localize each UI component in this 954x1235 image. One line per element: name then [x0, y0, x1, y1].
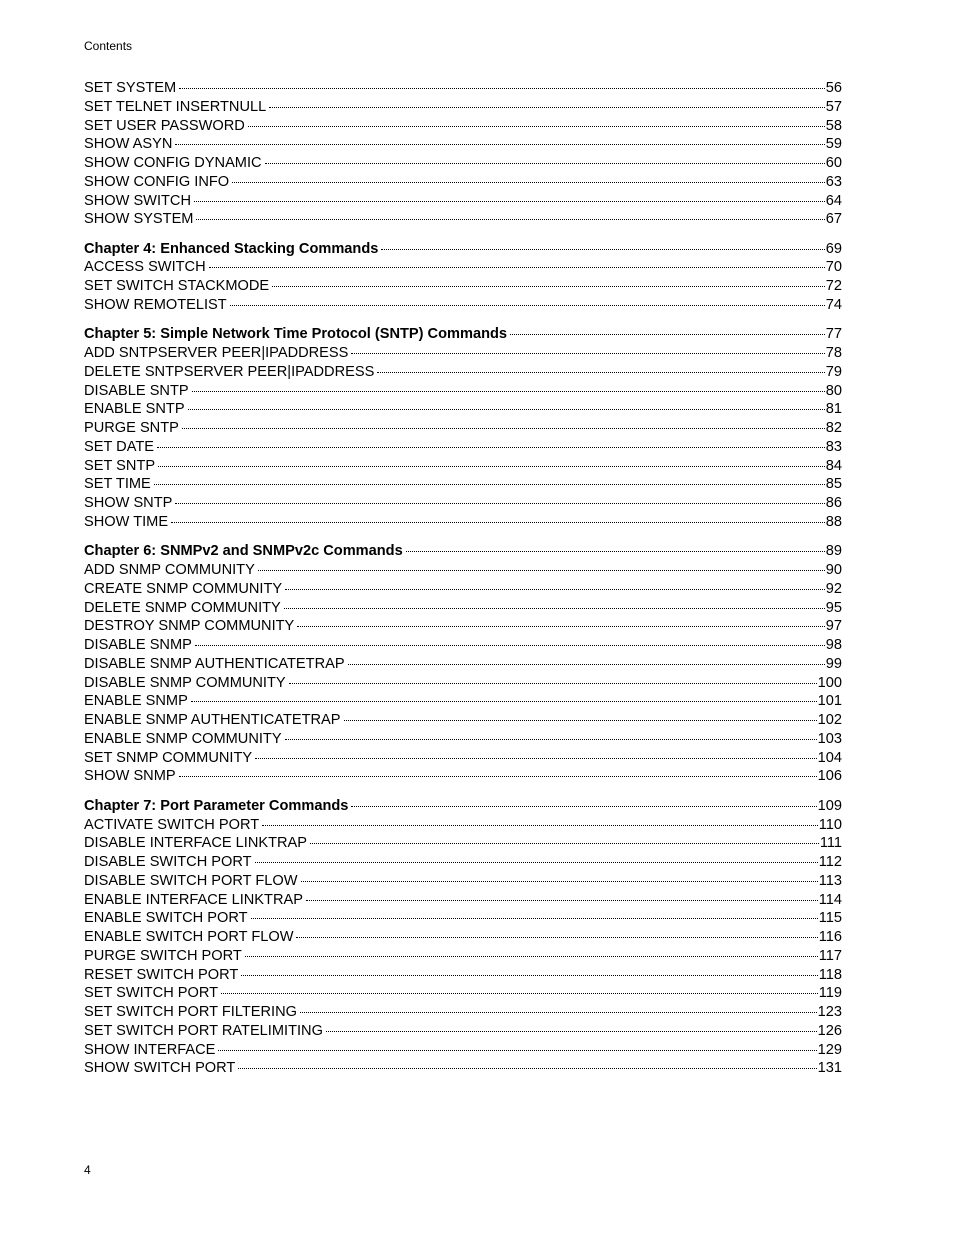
dot-leader	[265, 163, 825, 164]
entry-title: DISABLE SWITCH PORT	[84, 854, 252, 870]
entry-title: SET SYSTEM	[84, 80, 177, 96]
entry-title: SET USER PASSWORD	[84, 117, 245, 134]
dot-leader	[272, 286, 825, 287]
entry-page-number: 60	[825, 155, 842, 171]
entry-title: SET DATE	[84, 438, 155, 455]
entry-title: DISABLE SNMP AUTHENTICATETRAP	[84, 655, 345, 672]
toc-entry[interactable]	[84, 296, 842, 315]
dot-leader	[175, 144, 824, 145]
dot-leader	[510, 334, 825, 335]
entry-title: PURGE SWITCH PORT	[84, 947, 242, 964]
entry-page-number: 113	[818, 872, 842, 889]
entry-page-number: 83	[825, 438, 842, 455]
entry-page-number: 104	[817, 749, 842, 766]
dot-leader	[289, 683, 817, 684]
dot-leader	[255, 758, 817, 759]
entry-page-number: 131	[817, 1060, 842, 1077]
entry-title: ACCESS SWITCH	[84, 259, 206, 276]
toc-chapter-heading[interactable]	[84, 542, 842, 561]
toc-entry[interactable]	[84, 258, 842, 277]
toc-section	[84, 79, 842, 229]
entry-title: SHOW CONFIG DYNAMIC	[84, 155, 262, 171]
entry-page-number: 80	[825, 382, 842, 399]
entry-page-number: 98	[825, 637, 842, 654]
entry-title: DESTROY SNMP COMMUNITY	[84, 618, 295, 635]
entry-page-number: 129	[817, 1041, 842, 1058]
toc-section	[84, 240, 842, 315]
entry-title: ENABLE SNMP	[84, 693, 188, 710]
dot-leader	[158, 466, 825, 467]
dot-leader	[171, 522, 825, 523]
dot-leader	[284, 608, 825, 609]
dot-leader	[196, 219, 824, 220]
entry-title: DELETE SNMP COMMUNITY	[84, 599, 281, 616]
entry-page-number: 79	[825, 363, 842, 380]
dot-leader	[195, 645, 825, 646]
dot-leader	[406, 551, 825, 552]
entry-title: SHOW INTERFACE	[84, 1041, 216, 1058]
entry-title: ENABLE SNTP	[84, 401, 185, 418]
toc-entry[interactable]	[84, 344, 842, 363]
running-header: Contents	[84, 39, 133, 53]
toc-entry[interactable]	[84, 891, 842, 910]
entry-title: ADD SNTPSERVER PEER|IPADDRESS	[84, 345, 349, 362]
toc-entry[interactable]	[84, 475, 842, 494]
dot-leader	[241, 975, 817, 976]
entry-page-number: 63	[825, 173, 842, 190]
chapter-title: Chapter 5: Simple Network Time Protocol (SNTP) Commands	[84, 326, 508, 343]
entry-title: ENABLE SNMP AUTHENTICATETRAP	[84, 712, 341, 729]
toc-section	[84, 325, 842, 531]
entry-title: DISABLE SNTP	[84, 382, 189, 399]
dot-leader	[326, 1031, 817, 1032]
entry-page-number: 90	[825, 562, 842, 579]
dot-leader	[377, 372, 824, 373]
entry-page-number: 112	[818, 854, 842, 870]
entry-title: SET TELNET INSERTNULL	[84, 98, 267, 115]
chapter-title: Chapter 4: Enhanced Stacking Commands	[84, 240, 379, 257]
dot-leader	[300, 1012, 817, 1013]
dot-leader	[157, 447, 825, 448]
entry-title: DELETE SNTPSERVER PEER|IPADDRESS	[84, 363, 375, 380]
entry-page-number: 106	[817, 768, 842, 785]
toc-entry[interactable]	[84, 947, 842, 966]
dot-leader	[230, 305, 825, 306]
toc-entry[interactable]	[84, 400, 842, 419]
toc-entry[interactable]	[84, 457, 842, 476]
entry-title: DISABLE SNMP	[84, 637, 192, 654]
chapter-title: Chapter 7: Port Parameter Commands	[84, 797, 349, 814]
dot-leader	[301, 881, 818, 882]
toc-entry[interactable]	[84, 816, 842, 835]
entry-title: ENABLE SNMP COMMUNITY	[84, 730, 282, 747]
entry-title: SHOW SWITCH PORT	[84, 1060, 236, 1077]
entry-page-number: 92	[825, 580, 842, 597]
toc-entry[interactable]	[84, 363, 842, 382]
toc-entry[interactable]	[84, 154, 842, 173]
entry-page-number: 119	[818, 985, 842, 1002]
toc-chapter-heading[interactable]	[84, 325, 842, 344]
toc-entry[interactable]	[84, 561, 842, 580]
entry-title: SHOW ASYN	[84, 136, 173, 153]
entry-page-number: 82	[825, 420, 842, 437]
chapter-title: Chapter 6: SNMPv2 and SNMPv2c Commands	[84, 543, 403, 560]
entry-title: SET SNMP COMMUNITY	[84, 749, 253, 766]
entry-title: ADD SNMP COMMUNITY	[84, 562, 255, 579]
dot-leader	[192, 391, 825, 392]
dot-leader	[306, 900, 818, 901]
toc-entry[interactable]	[84, 674, 842, 693]
entry-page-number: 102	[817, 712, 842, 729]
entry-page-number: 57	[825, 98, 842, 115]
toc-entry[interactable]	[84, 580, 842, 599]
entry-title: DISABLE SWITCH PORT FLOW	[84, 872, 298, 889]
dot-leader	[269, 107, 825, 108]
chapter-page-number: 109	[817, 797, 842, 814]
dot-leader	[262, 825, 818, 826]
toc-entry[interactable]	[84, 853, 842, 872]
toc-entry[interactable]	[84, 513, 842, 532]
dot-leader	[344, 720, 817, 721]
entry-page-number: 116	[818, 929, 842, 945]
chapter-page-number: 89	[825, 543, 842, 560]
dot-leader	[245, 956, 818, 957]
toc-entry[interactable]	[84, 617, 842, 636]
dot-leader	[154, 484, 825, 485]
chapter-page-number: 77	[825, 326, 842, 343]
toc-entry[interactable]	[84, 438, 842, 457]
entry-page-number: 64	[825, 192, 842, 209]
entry-page-number: 100	[817, 674, 842, 691]
entry-title: SET SNTP	[84, 457, 156, 474]
dot-leader	[179, 88, 825, 89]
toc-entry[interactable]	[84, 599, 842, 618]
entry-title: SET TIME	[84, 476, 151, 493]
dot-leader	[179, 776, 817, 777]
dot-leader	[175, 503, 824, 504]
toc-entry[interactable]	[84, 749, 842, 768]
dot-leader	[310, 843, 819, 844]
toc-entry[interactable]	[84, 277, 842, 296]
toc-entry[interactable]	[84, 382, 842, 401]
toc-entry[interactable]	[84, 692, 842, 711]
entry-title: ENABLE SWITCH PORT	[84, 910, 248, 927]
dot-leader	[285, 589, 825, 590]
toc-entry[interactable]	[84, 1022, 842, 1041]
toc-entry[interactable]	[84, 210, 842, 229]
toc-entry[interactable]	[84, 909, 842, 928]
entry-page-number: 88	[825, 513, 842, 530]
entry-page-number: 84	[825, 457, 842, 474]
dot-leader	[191, 701, 817, 702]
entry-title: SET SWITCH PORT	[84, 985, 219, 1002]
entry-page-number: 111	[819, 835, 842, 852]
toc-entry[interactable]	[84, 98, 842, 117]
toc-entry[interactable]	[84, 135, 842, 154]
toc-entry[interactable]	[84, 1059, 842, 1078]
entry-title: SHOW REMOTELIST	[84, 296, 227, 313]
dot-leader	[218, 1050, 816, 1051]
entry-page-number: 86	[825, 495, 842, 512]
entry-page-number: 70	[825, 259, 842, 276]
entry-page-number: 123	[817, 1004, 842, 1020]
entry-title: ACTIVATE SWITCH PORT	[84, 816, 260, 833]
toc-entry[interactable]	[84, 928, 842, 947]
table-of-contents	[84, 79, 842, 1089]
entry-title: SHOW CONFIG INFO	[84, 173, 230, 190]
entry-page-number: 78	[825, 345, 842, 362]
toc-entry[interactable]	[84, 872, 842, 891]
page-number: 4	[84, 1163, 91, 1177]
dot-leader	[251, 918, 818, 919]
entry-title: DISABLE SNMP COMMUNITY	[84, 674, 286, 691]
toc-entry[interactable]	[84, 79, 842, 98]
entry-title: SHOW SNMP	[84, 768, 176, 785]
dot-leader	[248, 126, 825, 127]
dot-leader	[182, 428, 825, 429]
entry-title: SHOW SNTP	[84, 495, 173, 512]
toc-entry[interactable]	[84, 117, 842, 136]
entry-page-number: 110	[818, 816, 842, 833]
entry-page-number: 118	[818, 966, 842, 983]
toc-entry[interactable]	[84, 1041, 842, 1060]
toc-entry[interactable]	[84, 966, 842, 985]
toc-section	[84, 797, 842, 1078]
dot-leader	[381, 249, 824, 250]
toc-section	[84, 542, 842, 786]
entry-page-number: 117	[818, 947, 842, 964]
dot-leader	[351, 353, 824, 354]
toc-entry[interactable]	[84, 984, 842, 1003]
toc-chapter-heading[interactable]	[84, 797, 842, 816]
toc-entry[interactable]	[84, 1003, 842, 1022]
entry-page-number: 101	[817, 693, 842, 710]
entry-title: SHOW SWITCH	[84, 192, 192, 209]
toc-chapter-heading[interactable]	[84, 240, 842, 259]
chapter-page-number: 69	[825, 240, 842, 257]
dot-leader	[285, 739, 817, 740]
entry-page-number: 59	[825, 136, 842, 153]
entry-page-number: 115	[818, 910, 842, 927]
dot-leader	[209, 267, 825, 268]
entry-page-number: 58	[825, 117, 842, 134]
entry-title: SHOW TIME	[84, 513, 169, 530]
entry-page-number: 103	[817, 730, 842, 747]
entry-page-number: 99	[825, 655, 842, 672]
entry-page-number: 81	[825, 401, 842, 418]
toc-entry[interactable]	[84, 834, 842, 853]
dot-leader	[238, 1068, 816, 1069]
entry-title: RESET SWITCH PORT	[84, 966, 239, 983]
toc-entry[interactable]	[84, 192, 842, 211]
entry-title: CREATE SNMP COMMUNITY	[84, 580, 283, 597]
entry-page-number: 56	[825, 80, 842, 96]
entry-page-number: 114	[818, 891, 842, 908]
toc-entry[interactable]	[84, 711, 842, 730]
entry-title: SET SWITCH PORT RATELIMITING	[84, 1022, 323, 1039]
dot-leader	[296, 937, 817, 938]
toc-entry[interactable]	[84, 419, 842, 438]
entry-title: DISABLE INTERFACE LINKTRAP	[84, 835, 308, 852]
dot-leader	[297, 626, 824, 627]
dot-leader	[232, 182, 825, 183]
entry-page-number: 85	[825, 476, 842, 493]
dot-leader	[188, 409, 825, 410]
dot-leader	[255, 862, 818, 863]
dot-leader	[258, 570, 825, 571]
entry-title: SET SWITCH PORT FILTERING	[84, 1004, 297, 1020]
entry-page-number: 74	[825, 296, 842, 313]
toc-entry[interactable]	[84, 655, 842, 674]
entry-title: SET SWITCH STACKMODE	[84, 278, 270, 295]
entry-page-number: 72	[825, 278, 842, 295]
dot-leader	[194, 201, 825, 202]
entry-title: ENABLE INTERFACE LINKTRAP	[84, 891, 303, 908]
toc-entry[interactable]	[84, 767, 842, 786]
dot-leader	[348, 664, 825, 665]
dot-leader	[351, 806, 816, 807]
entry-title: ENABLE SWITCH PORT FLOW	[84, 929, 294, 945]
entry-title: SHOW SYSTEM	[84, 211, 194, 228]
dot-leader	[221, 993, 818, 994]
toc-entry[interactable]	[84, 494, 842, 513]
entry-title: PURGE SNTP	[84, 420, 179, 437]
entry-page-number: 126	[817, 1022, 842, 1039]
toc-entry[interactable]	[84, 173, 842, 192]
toc-entry[interactable]	[84, 730, 842, 749]
toc-entry[interactable]	[84, 636, 842, 655]
entry-page-number: 97	[825, 618, 842, 635]
entry-page-number: 95	[825, 599, 842, 616]
entry-page-number: 67	[825, 211, 842, 228]
